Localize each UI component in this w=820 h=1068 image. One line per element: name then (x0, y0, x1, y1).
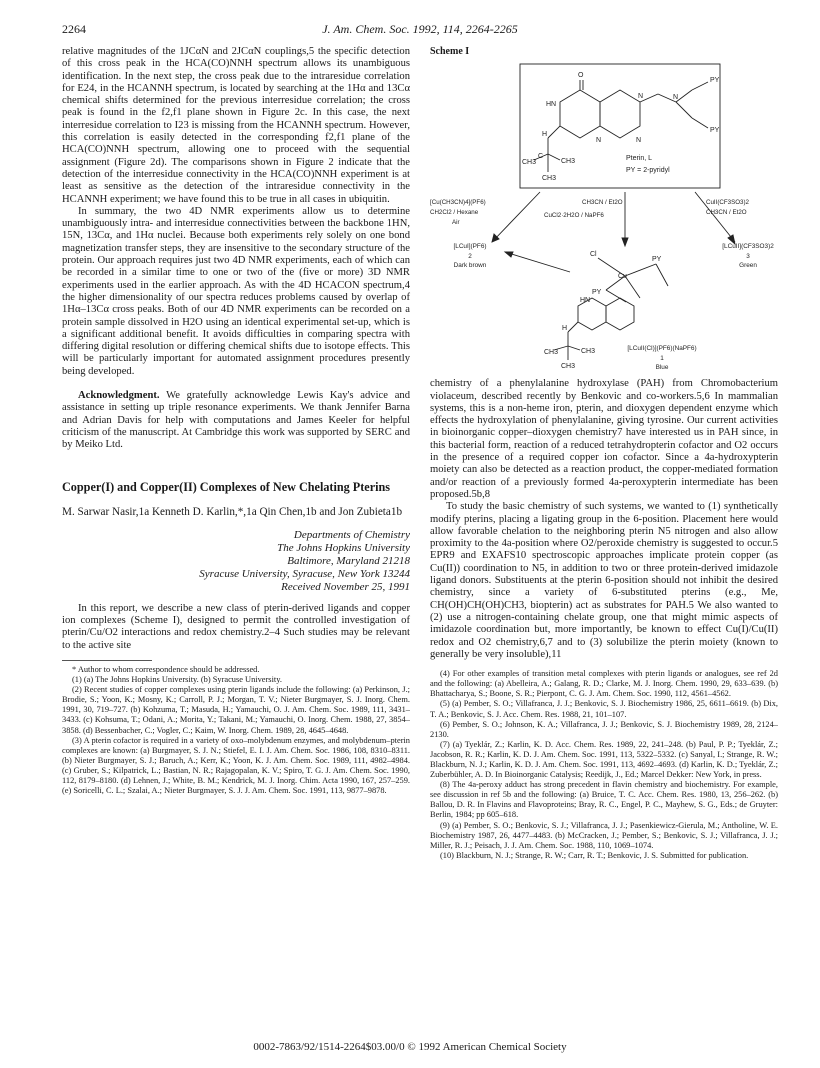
compound-1 (627, 345, 696, 371)
atom-label: H (562, 325, 568, 333)
reagent-label: [Cu(CH3CN)4](PF6) (430, 199, 486, 207)
py-definition: PY = 2-pyridyl (626, 167, 670, 175)
atom-label: C (538, 153, 544, 161)
compound-number: 1 (660, 355, 664, 363)
atom-label: Cl (590, 251, 597, 259)
page-footer: 0002-7863/92/1514-2264$03.00/0 © 1992 American Chemical Society (253, 1041, 567, 1053)
compound-number: 3 (746, 253, 750, 261)
atom-label: O (578, 72, 584, 80)
footnote-divider (62, 660, 152, 661)
affiliations (62, 529, 410, 581)
atom-label: N (636, 137, 642, 145)
atom-label: N (673, 94, 679, 102)
footnote: (1) (a) The Johns Hopkins University. (b) Syracuse University. (72, 675, 282, 685)
atom-label: N (638, 93, 644, 101)
py-label: PY (592, 289, 602, 297)
atom-label: CH3 (581, 348, 596, 356)
page-header (62, 22, 778, 38)
paragraph-intro: In this report, we describe a new class of pterin-derived ligands and copper ion complexes (Scheme I), designed to permit the controlled investigation of pterin/Cu/O2 interactions and redox chemistry.2–4 Such studies may be relevant to the active site (62, 602, 410, 651)
compound-color: Blue (655, 364, 669, 372)
article-title: Copper(I) and Copper(II) Complexes of New Chelating Pterins (62, 479, 391, 494)
paragraph-pah: chemistry of a phenylalanine hydroxylase (PAH) from Chromobacterium violaceum, described recently by Benkovic and co-workers.5,6 In mammalian systems, this is a non-heme iron, pterin, and dioxygen dependent enzyme which effects the hydroxylation of phenylalanine, giving tyrosine. Our current activities in bioinorganic copper–dioxygen chemistry7 have interested us in PAH since, in this bacterial form, reaction of a reduced tetrahydropterin cofactor and O2 occurs in the presence of a required copper ion cofactor. Since a 4a-hydroxypterin moiety can also be detected as a reaction product, the copper-mediated formation and/or reaction of a previously formed 4a-peroxypterin intermediate has been proposed.5b,8 (430, 378, 778, 500)
compound-color: Dark brown (453, 262, 487, 270)
author-list: M. Sarwar Nasir,1a Kenneth D. Karlin,*,1a Qin Chen,1b and Jon Zubieta1b (62, 505, 403, 518)
compound-formula: [LCuII](CF3SO3)2 (722, 243, 774, 251)
atom-label: CH3 (542, 175, 557, 183)
reagent-label: CH2Cl2 / Hexane (430, 209, 479, 217)
footnote: (10) Blackburn, N. J.; Strange, R. W.; Carr, R. T.; Benkovic, J. S. Submitted for publication. (440, 850, 749, 860)
atom-label: CH3 (522, 159, 537, 167)
footnote: (9) (a) Pember, S. O.; Benkovic, S. J.; Villafranca, J. J.; Pasenkiewicz-Gierula, M.; Antholine, W. E. Biochemistry 1987, 26, 4477–4483. (b) McCracken, J.; Pember, S.; Benkovic, S. J.; Villafranca, J. J.; Miller, R. J.; Peisach, J. J. Am. Chem. Soc. 1988, 110, 1069–1074. (430, 820, 778, 850)
atom-label: CH3 (561, 158, 576, 166)
affiliation-line: Departments of Chemistry (293, 528, 410, 541)
right-column (430, 46, 778, 861)
acknowledgment (62, 390, 410, 451)
footnote: (7) (a) Tyeklár, Z.; Karlin, K. D. Acc. Chem. Res. 1989, 22, 241–248. (b) Paul, P. P.; Tyeklár, Z.; Jacobson, R. R.; Karlin, K. D. J. Am. Chem. Soc. 1991, 113, 5322–5332. (c) Sanyal, I.; Strange, R. W.; Blackburn, N. J.; Karlin, K. D. J. Am. Chem. Soc. 1991, 113, 4692–4693. (d) Karlin, K. D.; Tyeklár, Z.; Zuberbühler, A. D. In Bioinorganic Catalysis; Reedijk, J., Ed.; Marcel Dekker: New York, in press. (430, 739, 778, 780)
footnote: (5) (a) Pember, S. O.; Villafranca, J. J.; Benkovic, S. J. Biochemistry 1986, 25, 6611–6619. (b) Dix, T. A.; Benkovic, S. J. Acc. Chem. Res. 1988, 21, 101–107. (430, 699, 778, 719)
py-label: PY (710, 127, 720, 135)
journal-citation: J. Am. Chem. Soc. 1992, 114, 2264-2265 (322, 22, 518, 36)
reagent-label: CH3CN / Et2O (582, 199, 623, 207)
footnote: * Author to whom correspondence should be addressed. (72, 664, 260, 674)
received-date: Received November 25, 1991 (281, 580, 410, 593)
scheme-diagram (430, 62, 778, 372)
affiliation-line: Baltimore, Maryland 21218 (287, 554, 410, 567)
atom-label: CH3 (544, 349, 559, 357)
left-column (62, 46, 410, 796)
pterin-structure-box (520, 64, 720, 188)
reagent-label: CuCl2·2H2O / NaPF6 (544, 212, 604, 220)
footnote: (2) Recent studies of copper complexes using pterin ligands include the following: (a) Perkinson, J.; Brodie, S.; Yoon, K.; Mosny, K.; Carroll, P. J.; Morgan, T. V.; Nieter Burgmayer, S. J. Inorg. Chem. 1991, 30, 719–727. (b) Kohzuma, T.; Masuda, H.; Yamauchi, O. J. Am. Chem. Soc. 1989, 111, 3431–3433. (c) Kohsuma, T.; Odani, A.; Morita, Y.; Takani, M.; Yamauchi, O. Inorg. Chem. 1988, 27, 3854–3858. (d) Bessenbacher, C.; Vogler, C.; Kaim, W. Inorg. Chem. 1989, 28, 4645–4648. (62, 685, 410, 735)
py-label: PY (652, 256, 662, 264)
compound-3 (722, 243, 774, 269)
compound-formula: [LCuII(Cl)](PF6)(NaPF6) (627, 345, 697, 353)
footnote: (6) Pember, S. O.; Johnson, K. A.; Villafranca, J. J.; Benkovic, S. J. Biochemistry 1989, 28, 2124–2130. (430, 719, 778, 739)
atom-label: H (542, 131, 548, 139)
paragraph-summary: In summary, the two 4D NMR experiments allow us to determine unambiguously intra- and interresidue connectivities between the backbone 1HN, 15N, 13Cα, and 1Hα nuclei. Because both experiments rely solely on one bond magnetization transfer steps, they are insensitive to the secondary structure of the protein. Our approach requires just two 4D NMR experiments, each of which can be recorded in a similar time to one or two of the (five or more) 3D NMR experiments used in the earlier approach. As with the 4D HCACON spectrum,4 the higher dimensionality of our spectra reduces problems caused by overlap of 1Hα–13Cα cross peaks. Both of our 4D NMR experiments can be recorded on a protein sample dissolved in H2O using an identical experimental set-up, which is a significant additional benefit. It avoids difficulties in comparing spectra with differing digital resolution or differing chemical shifts due to isotope effects. This will be particularly important for automated assignment procedures presently being developed. (62, 205, 410, 377)
atom-label: CH3 (561, 363, 576, 371)
pterin-label: Pterin, L (626, 155, 653, 163)
arrow-labels (430, 199, 750, 226)
atom-label: HN (580, 297, 591, 305)
paragraph-nmr-assignment: relative magnitudes of the 1JCαN and 2JCαN couplings,5 the specific detection of this cross peak in the HCA(CO)NNH spectrum allows its unambiguous identification. In the next step, the cross peak due to the intraresidue correlation for E24, in the HCANNH spectrum, is located by searching at the 1Hα and 13Cα chemical shifts determined for the previous interresidue correlation; the cross peak is found in the f2,f1 plane shown in Figure 2c. In this case, the next interresidue correlation to I23 is missing from the HCANNH spectrum. However, this correlation is easily detected in the corresponding f2,f1 plane of the HCA(CO)NNH spectrum, allowing one to proceed with the sequential assignment (Figure 2d). The comparisons shown in Figure 2 indicate that the detection of the interresidue connectivity in the HCA(CO)NNH experiment is at least as sensitive as the detection of the intraresidue connectivity in the HCANNH experiment; we have found this to be true in all cases in ubiquitin. (62, 46, 410, 205)
atom-label: HN (546, 101, 557, 109)
affiliation-line: Syracuse University, Syracuse, New York 13244 (199, 567, 410, 580)
footnote: (4) For other examples of transition metal complexes with pterin ligands or analogues, see ref 2d and the following: (a) Abelleira, A.; Galang, R. D.; Clarke, M. J. Inorg. Chem. 1990, 29, 633–639. (b) Bhattacharya, S.; Boone, S. R.; Pierpont, C. G. J. Am. Chem. Soc. 1990, 112, 4561–4562. (430, 669, 778, 699)
compound-2 (453, 243, 486, 269)
reagent-label: Air (452, 219, 460, 227)
pterin-atom-labels (522, 72, 720, 182)
footnotes-left (62, 665, 410, 796)
py-label: PY (710, 77, 720, 85)
paragraph-goals: To study the basic chemistry of such systems, we wanted to (1) synthetically modify pterins, placing a ligating group in the 6-position. Placement here would allow favorable chelation to the neighboring pterin N5 nitrogen and also allow proximity to the 4a-position where O2/peroxide chemistry is suggested to occur.5 EPR9 and EXAFS10 spectroscopic approaches implicate protein copper (as Cu(II)) coordination to N5, in addition to two or three protein-derived imidazole ligand donors. Substituents at the pterin 6-position should not inhibit the desired chemistry, since a variety of 6-substituted pterins (e.g., Me, CH(OH)CH(OH)CH3, biopterin) act as substrates for PAH.5 We also wanted to (2) use a nitrogen-containing chelate group, one that might mimic aspects of imidazole coordination but, more importantly, be known to effect Cu(I)/Cu(II) redox and O2 chemistry,6,7 and to (3) solubilize the pterin moiety (known to generally be very insoluble),11 (430, 501, 778, 660)
affiliation-line: The Johns Hopkins University (277, 541, 410, 554)
reagent-label: CH3CN / Et2O (706, 209, 747, 217)
footnote: (8) The 4a-peroxy adduct has strong precedent in flavin chemistry and biochemistry. For example, see discussion in ref 5b and the following: (a) Bruice, T. C. Acc. Chem. Res. 1980, 13, 256–262. (b) Ballou, D. R. In Flavins and Flavoproteins; Bray, R. C., Engel, P. C., Mayhew, S. G., Eds.; de Gruyter: Berlin, 1984; pp 605–618. (430, 780, 778, 820)
reagent-label: CuII(CF3SO3)2 (706, 199, 749, 207)
page-number: 2264 (62, 22, 86, 36)
scheme-label: Scheme I (430, 46, 470, 57)
atom-label: Cu (618, 273, 627, 281)
footnote: (3) A pterin cofactor is required in a variety of oxo–molybdenum enzymes, and molybdenum–pterin complexes are known: (a) Burgmayer, S. J. N.; Stiefel, E. I. J. Am. Chem. Soc. 1986, 108, 8310–8311. (b) Nieter Burgmayer, S. J.; Baruch, A.; Kerr, K.; Yoon, K. J. Am. Chem. Soc. 1989, 111, 4982–4984. (c) Gruber, S.; Kilpatrick, L.; Bastian, N. R.; Rajagopalan, K. V.; Spiro, T. G. J. Am. Chem. Soc. 1990, 112, 8179–8180. (d) Lehnen, J.; White, B. M.; Kendrick, M. J. Inorg. Chim. Acta 1990, 167, 257–259. (e) Soricelli, C. L.; Szalai, A.; Nieter Burgmayer, S. J. J. Am. Chem. Soc. 1991, 113, 9877–9878. (62, 735, 410, 796)
compound-number: 2 (468, 253, 472, 261)
compound-formula: [LCuI](PF6) (453, 243, 487, 251)
acknowledgment-heading: Acknowledgment. (78, 390, 160, 402)
atom-label: N (596, 137, 602, 145)
compound-color: Green (739, 262, 757, 270)
acknowledgment-text: We gratefully acknowledge Lewis Kay's advice and assistance in setting up triple resonance experiments. We thank Jennifer Barna and Adrian Davis for help with computations and James Keeler for helpful criticism of the manuscript. At Cambridge this work was supported by SERC and by Meiko Ltd. (62, 390, 410, 451)
footnotes-right (430, 669, 778, 861)
